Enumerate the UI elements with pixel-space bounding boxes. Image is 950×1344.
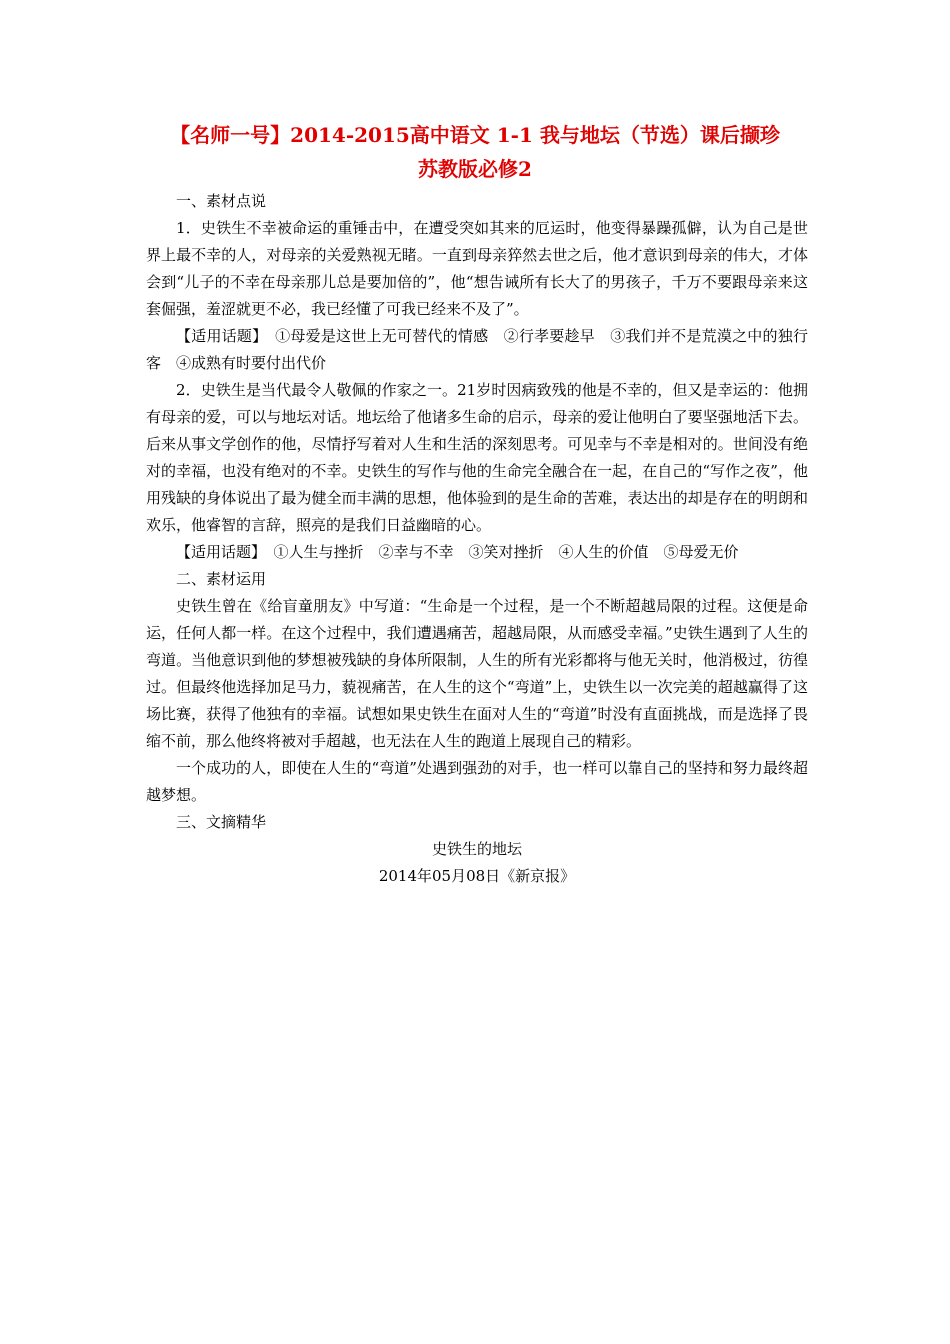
topics-1: 【适用话题】 ①母爱是这世上无可替代的情感 ②行孝要趁早 ③我们并不是荒漠之中的独行客 ④成熟有时要付出代价 bbox=[146, 327, 808, 372]
article-source: 2014年05月08日《新京报》 bbox=[378, 867, 576, 885]
section-heading-3: 三、文摘精华 bbox=[176, 813, 267, 831]
article-title: 史铁生的地坛 bbox=[431, 840, 522, 858]
paragraph-2: 2．史铁生是当代最令人敬佩的作家之一。21岁时因病致残的他是不幸的，但又是幸运的：他拥有母亲的爱，可以与地坛对话。地坛给了他诸多生命的启示，母亲的爱让他明白了要坚强地活下去。后来从事文学创作的他，尽情抒写着对人生和生活的深刻思考。可见幸与不幸是相对的。世间没有绝对的幸福，也没有绝对的不幸。史铁生的写作与他的生命完全融合在一起，在自己的“写作之夜”，他用残缺的身体说出了最为健全而丰满的思想，他体验到的是生命的苦难，表达出的却是存在的明朗和欢乐，他睿智的言辞，照亮的是我们日益幽暗的心。 bbox=[146, 381, 808, 534]
topics-2: 【适用话题】 ①人生与挫折 ②幸与不幸 ③笑对挫折 ④人生的价值 ⑤母爱无价 bbox=[176, 543, 739, 561]
paragraph-1: 1．史铁生不幸被命运的重锤击中，在遭受突如其来的厄运时，他变得暴躁孤僻，认为自己是世界上最不幸的人，对母亲的关爱熟视无睹。一直到母亲猝然去世之后，他才意识到母亲的伟大，才体会到“儿子的不幸在母亲那儿总是要加倍的”，他“想告诫所有长大了的男孩子，千万不要跟母亲来这套倔强，羞涩就更不必，我已经懂了可我已经来不及了”。 bbox=[146, 219, 808, 318]
section-heading-2: 二、素材运用 bbox=[176, 570, 267, 588]
document-title bbox=[120, 118, 830, 186]
paragraph-3: 史铁生曾在《给盲童朋友》中写道：“生命是一个过程，是一个不断超越局限的过程。这便是命运，任何人都一样。在这个过程中，我们遭遇痛苦，超越局限，从而感受幸福。”史铁生遇到了人生的弯道。当他意识到他的梦想被残缺的身体所限制，人生的所有光彩都将与他无关时，他消极过，彷徨过。但最终他选择加足马力，藐视痛苦，在人生的这个“弯道”上，史铁生以一次完美的超越赢得了这场比赛，获得了他独有的幸福。试想如果史铁生在面对人生的“弯道”时没有直面挑战，而是选择了畏缩不前，那么他终将被对手超越，也无法在人生的跑道上展现自己的精彩。 bbox=[146, 597, 808, 750]
document-body bbox=[146, 188, 808, 890]
title-line-1: 【名师一号】2014-2015高中语文 1-1 我与地坛（节选）课后撷珍 bbox=[170, 123, 780, 147]
title-line-2: 苏教版必修2 bbox=[418, 157, 532, 181]
section-heading-1: 一、素材点说 bbox=[176, 192, 267, 210]
paragraph-4: 一个成功的人，即使在人生的“弯道”处遇到强劲的对手，也一样可以靠自己的坚持和努力最终超越梦想。 bbox=[146, 759, 808, 804]
